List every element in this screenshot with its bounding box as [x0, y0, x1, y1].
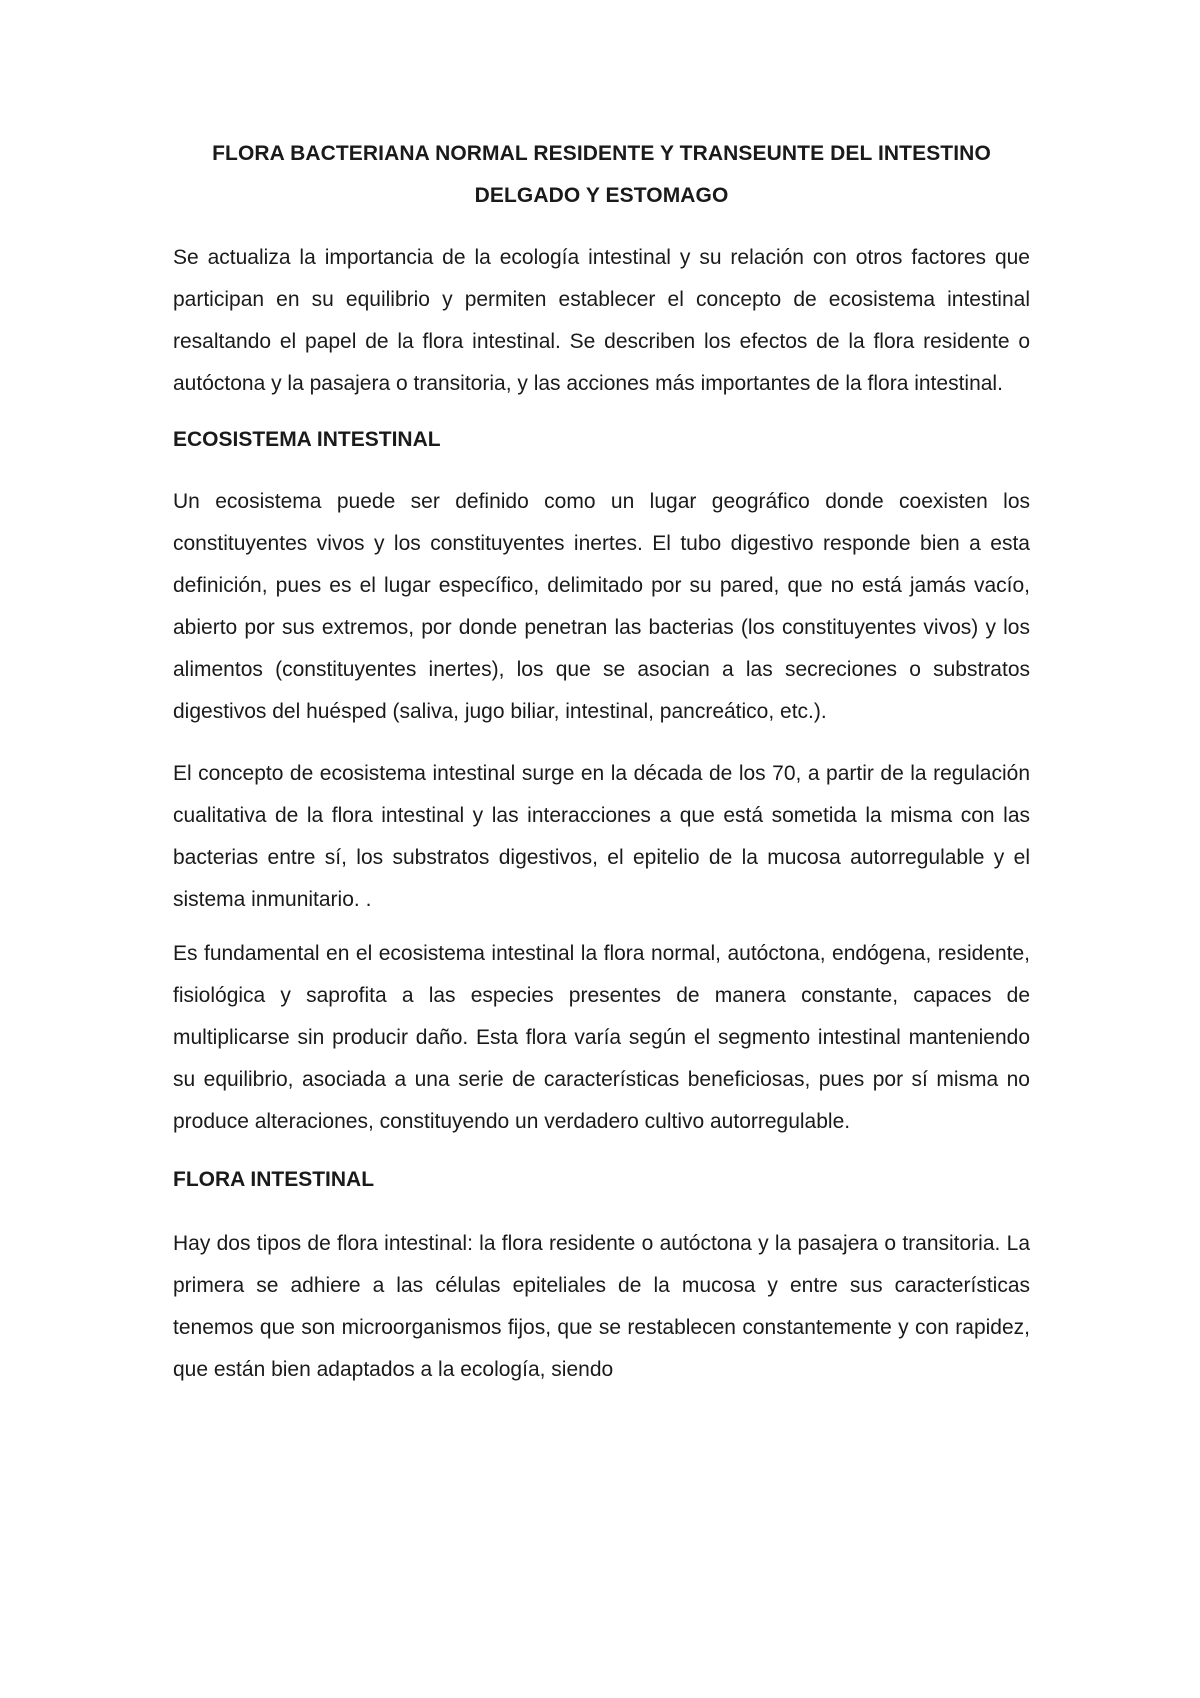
document-title: FLORA BACTERIANA NORMAL RESIDENTE Y TRANSEUNTE DEL INTESTINO DELGADO Y ESTOMAGO	[212, 142, 991, 207]
section-heading-flora-intestinal: FLORA INTESTINAL	[173, 1168, 375, 1191]
paragraph-flora-normal: Es fundamental en el ecosistema intestinal la flora normal, autóctona, endógena, residente, fisiológica y saprofita a las especies presentes de manera constante, capaces de multiplicarse sin producir daño. Esta flora varía según el segmento intestinal manteniendo su equilibrio, asociada a una serie de características beneficiosas, pues por sí misma no produce alteraciones, constituyendo un verdadero cultivo autorregulable.	[173, 942, 1030, 1133]
paragraph-ecosistema-concepto: El concepto de ecosistema intestinal surge en la década de los 70, a partir de la regulación cualitativa de la flora intestinal y las interacciones a que está sometida la misma con las bacterias entre sí, los substratos digestivos, el epitelio de la mucosa autorregulable y el sistema inmunitario. .	[173, 762, 1030, 911]
paragraph-ecosistema-definicion: Un ecosistema puede ser definido como un lugar geográfico donde coexisten los constituyentes vivos y los constituyentes inertes. El tubo digestivo responde bien a esta definición, pues es el lugar específico, delimitado por su pared, que no está jamás vacío, abierto por sus extremos, por donde penetran las bacterias (los constituyentes vivos) y los alimentos (constituyentes inertes), los que se asocian a las secreciones o substratos digestivos del huésped (saliva, jugo biliar, intestinal, pancreático, etc.).	[173, 490, 1030, 723]
document-body	[173, 133, 1030, 1391]
paragraph-tipos-flora: Hay dos tipos de flora intestinal: la flora residente o autóctona y la pasajera o transitoria. La primera se adhiere a las células epiteliales de la mucosa y entre sus características tenemos que son microorganismos fijos, que se restablecen constantemente y con rapidez, que están bien adaptados a la ecología, siendo	[173, 1232, 1030, 1381]
intro-paragraph: Se actualiza la importancia de la ecología intestinal y su relación con otros factores que participan en su equilibrio y permiten establecer el concepto de ecosistema intestinal resaltando el papel de la flora intestinal. Se describen los efectos de la flora residente o autóctona y la pasajera o transitoria, y las acciones más importantes de la flora intestinal.	[173, 246, 1030, 395]
section-heading-ecosistema: ECOSISTEMA INTESTINAL	[173, 428, 441, 451]
